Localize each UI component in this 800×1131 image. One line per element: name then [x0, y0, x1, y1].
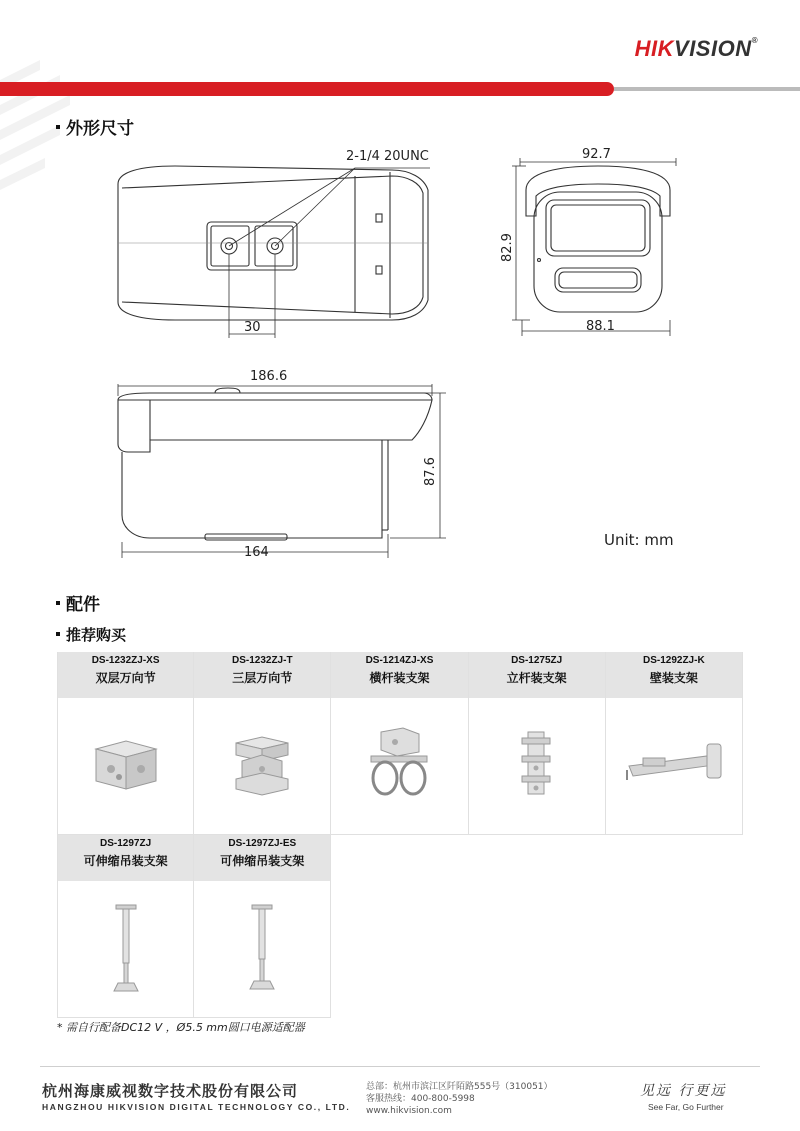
slogan-cn: 见远 行更远: [640, 1083, 727, 1099]
accessory-name: 可伸缩吊装支架: [220, 854, 305, 868]
company-name-cn: 杭州海康威视数字技术股份有限公司: [42, 1082, 299, 1100]
accessory-model: DS-1292ZJ-K: [642, 655, 705, 666]
contact-info: [366, 1081, 553, 1117]
side-view-dimension-lines: [118, 384, 446, 558]
wall-mount-bracket-icon: [619, 736, 729, 796]
slogan-en: See Far, Go Further: [648, 1102, 724, 1112]
triple-layer-gimbal-icon: [222, 731, 302, 801]
side-view-drawing: [118, 388, 432, 540]
accessory-model: DS-1214ZJ-XS: [365, 655, 434, 666]
accessories-section-title: 配件: [56, 590, 100, 615]
thread-label: 2-1/4 20UNC: [346, 149, 429, 164]
company-name-en: HANGZHOU HIKVISION DIGITAL TECHNOLOGY CO., LTD.: [42, 1102, 351, 1112]
accessory-name: 三层万向节: [232, 671, 293, 685]
side-length-total-label: 186.6: [250, 369, 288, 384]
footer-divider: [40, 1066, 760, 1067]
front-height-label: 82.9: [500, 233, 515, 262]
hikvision-logo: HIKVISION®: [634, 36, 758, 61]
accessory-name: 壁装支架: [649, 671, 698, 685]
accessory-model: DS-1297ZJ: [100, 838, 152, 849]
accessory-model: DS-1232ZJ-T: [231, 655, 293, 666]
power-adapter-note: * 需自行配备DC12 V ，Ø5.5 mm圆口电源适配器: [57, 1021, 305, 1034]
accessory-card: [331, 652, 468, 835]
accessory-card: [469, 652, 606, 835]
website-link[interactable]: www.hikvision.com: [366, 1106, 452, 1116]
accessory-card: [194, 652, 331, 835]
front-width-top-label: 92.7: [582, 147, 611, 162]
accessory-model: DS-1232ZJ-XS: [91, 655, 160, 666]
front-view-dimension-lines: [512, 158, 676, 336]
dimensions-section-title: 外形尺寸: [56, 114, 134, 139]
accessory-name: 横杆装支架: [369, 671, 430, 685]
unit-label: Unit: mm: [604, 531, 674, 549]
accessory-name: 双层万向节: [95, 671, 156, 685]
accessory-model: DS-1275ZJ: [511, 655, 563, 666]
accessory-card: [606, 652, 743, 835]
recommended-subtitle: 推荐购买: [56, 624, 126, 645]
bottom-view-dimension-lines: [229, 168, 430, 338]
accessory-card: [194, 835, 331, 1018]
double-layer-gimbal-icon: [86, 731, 166, 801]
accessories-row-1: [57, 652, 743, 835]
accessory-card: [57, 835, 194, 1018]
front-view-drawing: [526, 166, 670, 312]
accessory-model: DS-1297ZJ-ES: [228, 838, 297, 849]
telescopic-ceiling-mount-icon: [242, 899, 282, 999]
front-width-bottom-label: 88.1: [586, 319, 615, 334]
vertical-pole-mount-icon: [512, 726, 562, 806]
mount-spacing-label: 30: [244, 320, 261, 335]
bottom-view-drawing: [118, 166, 428, 320]
horizontal-pole-mount-icon: [359, 726, 439, 806]
accessories-table: [57, 652, 743, 1018]
address-text: 总部：杭州市滨江区阡陌路555号（310051）: [366, 1082, 553, 1092]
accessory-name: 可伸缩吊装支架: [83, 854, 168, 868]
side-height-label: 87.6: [423, 457, 438, 486]
accessories-row-2: [57, 835, 743, 1018]
side-length-body-label: 164: [244, 545, 269, 560]
accessory-name: 立杆装支架: [506, 671, 567, 685]
accessory-card: [57, 652, 194, 835]
hotline-text: 客服热线：400-800-5998: [366, 1094, 475, 1104]
telescopic-ceiling-mount-icon: [106, 899, 146, 999]
